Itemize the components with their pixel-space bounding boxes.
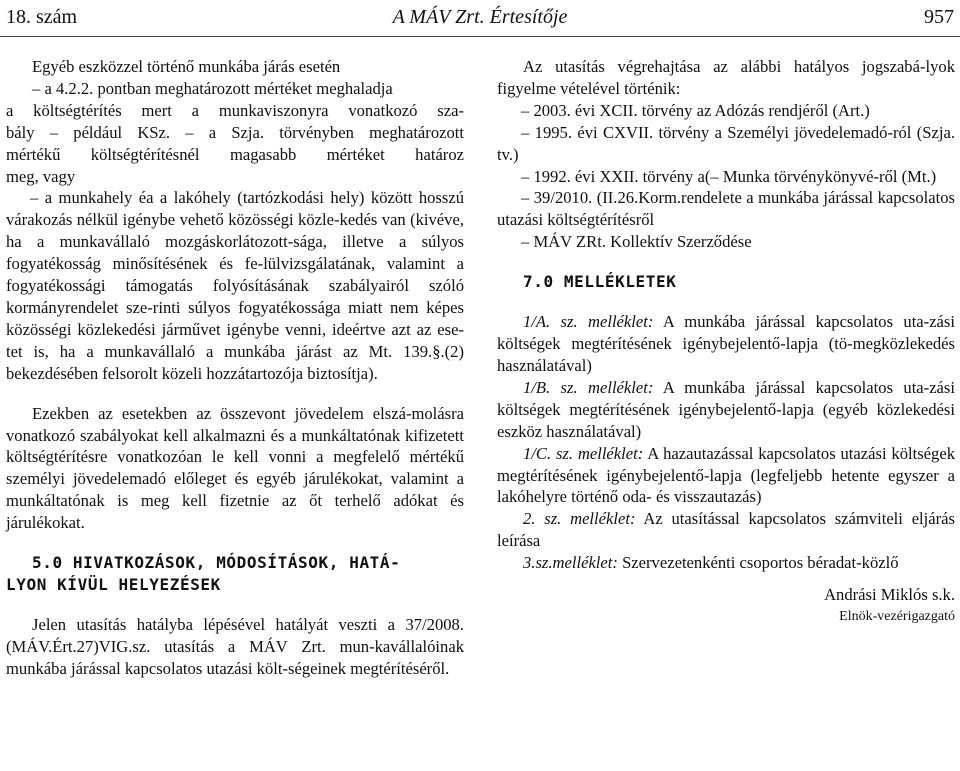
paragraph-exception: – a munkahely éa a lakóhely (tartózkodási hely) között hosszú várakozás nélkül igénybe vehető közösségi közle-kedés van (kivéve, ha a munkavállaló mozgáskorlátozott-sága, illetve a súlyos fogyatékosság minősítésének és fe-lülvizsgálatának, valamint a fogyatékossági támogatás folyósításának szabályairól szóló kormányrendelet sze-rinti súlyos fogyatékossága miatt nem képes közösségi közlekedési járművet igénybe venni, ideértve azt az ese-tet is, ha a munkavállaló a munkába járást az Mt. 139.§.(2) bekezdésében felsorolt közeli hozzátartozója biztosítja). bbox=[6, 188, 464, 383]
paragraph-laws-intro: Az utasítás végrehajtása az alábbi hatályos jogszabá-lyok figyelme vételével történik: bbox=[497, 57, 955, 98]
annex-label: 2. sz. melléklet: bbox=[523, 509, 636, 529]
paragraph-line: a költségtérítés mert a munkaviszonyra vonatkozó sza- bbox=[6, 100, 464, 120]
annex-item bbox=[497, 443, 955, 509]
law-item: – 1995. évi CXVII. törvény a Személyi jövedelemadó-ról (Szja. tv.) bbox=[497, 122, 955, 164]
law-item: – 2003. évi XCII. törvény az Adózás rendjéről (Art.) bbox=[521, 100, 870, 120]
annex-label: 1/B. sz. melléklet: bbox=[523, 377, 654, 397]
law-item: – 39/2010. (II.26.Korm.rendelete a munkába járással kapcsolatos utazási költségtérítésről bbox=[497, 188, 955, 230]
page-header bbox=[0, 0, 960, 36]
annex-item bbox=[497, 508, 955, 552]
section-heading-5: 5.0 HIVATKOZÁSOK, MÓDOSÍTÁSOK, HATÁ- bbox=[32, 553, 401, 573]
annex-text: Szervezetenkénti csoportos béradat-közlő bbox=[617, 553, 899, 573]
annex-item bbox=[497, 377, 955, 443]
signer-title: Elnök-vezérigazgató bbox=[839, 608, 955, 624]
section-heading-7: 7.0 MELLÉKLETEK bbox=[523, 272, 677, 292]
annex-text: A munkába járással kapcsolatos uta-zási költségek megtérítésének igénybejelentő-lapja (tö-megközlekedés használatával) bbox=[497, 312, 955, 375]
annex-text: Az utasítással kapcsolatos számviteli eljárás leírása bbox=[497, 509, 955, 551]
annex-text: A hazautazással kapcsolatos utazási költségek megtérítésének igénybejelentő-lapja (legfeljebb hetente egyszer a lakóhelyre történő oda- és visszautazás) bbox=[497, 443, 955, 507]
law-item: – 1992. évi XXII. törvény a(– Munka törvénykönyvé-ről (Mt.) bbox=[521, 166, 937, 186]
signer-name: Andrási Miklós s.k. bbox=[824, 585, 955, 605]
paragraph-tax-rules: Ezekben az esetekben az összevont jövedelem elszá-molásra vonatkozó szabályokat kell alkalmazni és a munkáltatónak kifizetett költségtérítésre vonatkozóan le kell vonni a megfelelő mértékű személyi jövedelemadó előleget és egyéb járulékokat, valamint a munkáltatónak is meg kell fizetnie az őt terhelő adókat és járulékokat. bbox=[6, 403, 464, 533]
paragraph-line: Egyéb eszközzel történő munkába járás esetén bbox=[32, 57, 341, 76]
annex-label: 1/C. sz. melléklet: bbox=[523, 443, 644, 463]
law-item: – MÁV ZRt. Kollektív Szerződése bbox=[521, 232, 752, 252]
header-rule bbox=[0, 36, 960, 37]
issue-number: 18. szám bbox=[6, 6, 78, 28]
paragraph-repeal: Jelen utasítás hatályba lépésével hatályát veszti a 37/2008.(MÁV.Ért.27)VIG.sz. utasítás a MÁV Zrt. mun-kavállalóinak munkába járással kapcsolatos utazási költ-ségeinek megtérítéséről. bbox=[6, 615, 464, 678]
paragraph-line: bály – például KSz. – a Szja. törvényben meghatározott bbox=[6, 122, 464, 142]
right-column bbox=[497, 56, 955, 628]
annex-label: 3.sz.melléklet: bbox=[523, 553, 618, 573]
section-heading-5-cont: LYON KÍVÜL HELYEZÉSEK bbox=[6, 575, 221, 595]
paragraph-line: meg, vagy bbox=[6, 166, 76, 186]
paragraph-line: mértékű költségtérítésnél magasabb mértéket határoz bbox=[6, 144, 464, 164]
page-number: 957 bbox=[924, 6, 954, 28]
annex-text: A munkába járással kapcsolatos uta-zási költségek megtérítésének igénybejelentő-lapja (egyéb közlekedési eszköz használatával) bbox=[497, 377, 955, 441]
annex-item bbox=[497, 311, 955, 377]
journal-title: A MÁV Zrt. Értesítője bbox=[392, 6, 568, 28]
paragraph-line: – a 4.2.2. pontban meghatározott mértéket meghaladja bbox=[32, 78, 393, 98]
annex-item bbox=[497, 552, 955, 574]
annex-label: 1/A. sz. melléklet: bbox=[523, 312, 654, 332]
left-column bbox=[6, 56, 464, 680]
